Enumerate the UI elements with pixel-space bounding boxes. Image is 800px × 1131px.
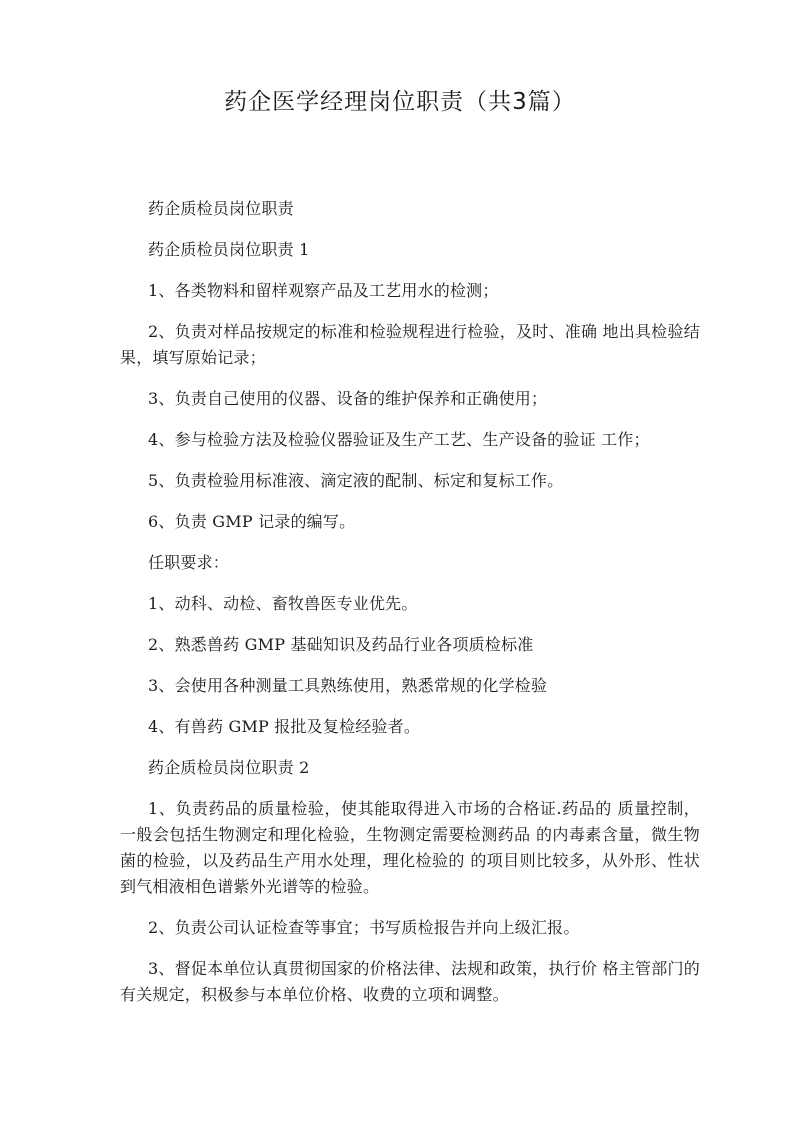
paragraph: 6、负责 GMP 记录的编写。: [148, 512, 356, 531]
paragraph: 1、动科、动检、畜牧兽医专业优先。: [148, 594, 418, 613]
paragraph: 5、负责检验用标准液、滴定液的配制、标定和复标工作。: [148, 471, 564, 490]
subsection-heading: 药企质检员岗位职责 1: [148, 240, 310, 259]
paragraph: 3、会使用各种测量工具熟练使用，熟悉常规的化学检验: [148, 676, 548, 695]
section-heading: 药企质检员岗位职责: [148, 199, 294, 218]
paragraph: 3、负责自己使用的仪器、设备的维护保养和正确使用；: [148, 389, 548, 408]
subsection-heading: 药企质检员岗位职责 2: [148, 758, 310, 777]
document-body: [120, 196, 700, 1008]
paragraph: 2、熟悉兽药 GMP 基础知识及药品行业各项质检标准: [148, 635, 534, 654]
paragraph: 4、有兽药 GMP 报批及复检经验者。: [148, 717, 421, 736]
paragraph: 2、负责对样品按规定的标准和检验规程进行检验，及时、准确 地出具检验结果，填写原始记录；: [120, 322, 700, 367]
paragraph: 1、各类物料和留样观察产品及工艺用水的检测；: [148, 281, 499, 300]
requirements-heading: 任职要求：: [148, 553, 230, 572]
paragraph: 3、督促本单位认真贯彻国家的价格法律、法规和政策，执行价 格主管部门的有关规定，积极参与本单位价格、收费的立项和调整。: [120, 959, 700, 1004]
paragraph: 1、负责药品的质量检验，使其能取得进入市场的合格证.药品的 质量控制，一般会包括生物测定和理化检验，生物测定需要检测药品 的内毒素含量，微生物菌的检验，以及药品生产用水处理，理化检验的 的项目则比较多，从外形、性状到气相液相色谱紫外光谱等的检验。: [120, 799, 700, 896]
paragraph: 4、参与检验方法及检验仪器验证及生产工艺、生产设备的验证 工作；: [148, 430, 650, 449]
paragraph: 2、负责公司认证检查等事宜；书写质检报告并向上级汇报。: [148, 918, 580, 937]
document-title: 药企医学经理岗位职责（共3篇）: [224, 89, 576, 115]
